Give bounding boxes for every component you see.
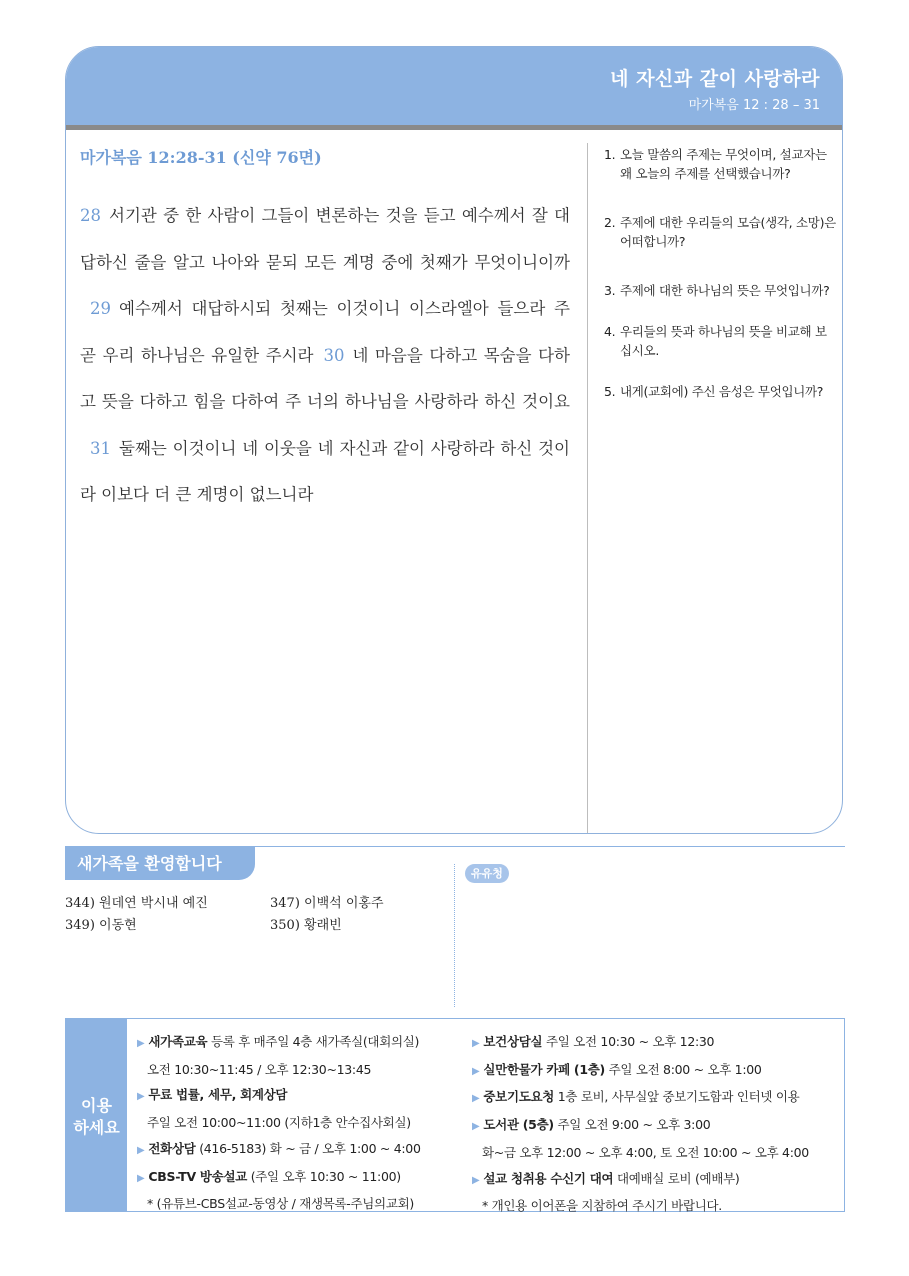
- info-left-column: [137, 1029, 421, 1217]
- info-right-column: [472, 1029, 809, 1219]
- info-item: ▶ 설교 청취용 수신기 대여 대예배실 로비 (예배부): [472, 1170, 740, 1186]
- sermon-title: 네 자신과 같이 사랑하라: [610, 68, 820, 90]
- verse-number: 30: [323, 345, 345, 365]
- column-divider: [587, 143, 588, 834]
- info-item: ▶ 중보기도요청 1층 로비, 사무실앞 중보기도함과 인터넷 이용: [472, 1089, 800, 1105]
- triangle-bullet-icon: ▶: [472, 1065, 480, 1077]
- info-item-detail: 주일 오전 10:00~11:00 (지하1층 안수집사회실): [147, 1115, 411, 1131]
- verse-number: 31: [90, 438, 111, 458]
- info-item: ▶ 보건상담실 주일 오전 10:30 ~ 오후 12:30: [472, 1034, 715, 1049]
- sermon-reference: 마가복음 12 : 28 – 31: [688, 98, 820, 113]
- question-item: 1. 오늘 말씀의 주제는 무엇이며, 설교자는 왜 오늘의 주제를 선택했습니까?: [604, 147, 827, 181]
- scripture-passage: [80, 193, 570, 519]
- info-item: ▶ 새가족교육 등록 후 매주일 4층 새가족실(대회의실): [137, 1034, 420, 1049]
- info-item: ▶ 전화상담 (416-5183) 화 ~ 금 / 오후 1:00 ~ 4:00: [137, 1140, 421, 1156]
- question-item: 5. 내게(교회에) 주신 음성은 무엇입니까?: [604, 384, 824, 399]
- verse-text: 네 마음을 다하고 목숨을 다하고 뜻을 다하고 힘을 다하여 주 너의 하나님을 사랑하라 하신 것이요: [80, 345, 570, 411]
- verse-number: 28: [80, 206, 101, 225]
- dotted-divider: [454, 864, 455, 1007]
- discussion-questions: [604, 145, 836, 401]
- triangle-bullet-icon: ▶: [137, 1038, 145, 1049]
- verse-text: 서기관 중 한 사람이 그들이 변론하는 것을 듣고 예수께서 잘 대답하신 줄을 알고 나아와 묻되 모든 계명 중에 첫째가 무엇이니이까: [80, 206, 570, 272]
- triangle-bullet-icon: ▶: [472, 1038, 480, 1049]
- info-side-label: 하세요: [73, 1118, 120, 1137]
- info-side-label: 이용: [81, 1096, 112, 1115]
- info-item: ▶ 무료 법률, 세무, 회계상담: [137, 1087, 288, 1103]
- new-family-entry: 350) 황래빈: [270, 918, 342, 933]
- triangle-bullet-icon: ▶: [472, 1093, 480, 1105]
- triangle-bullet-icon: ▶: [472, 1121, 480, 1133]
- header-divider: [66, 125, 842, 130]
- new-family-entry: 344) 원데연 박시내 예진: [65, 896, 208, 911]
- passage-title: 마가복음 12:28-31 (신약 76면): [80, 148, 322, 167]
- verse-text: 예수께서 대답하시되 첫째는 이것이니 이스라엘아 들으라 주 곧 우리 하나님은 유일한 주시라: [80, 299, 570, 365]
- info-item: ▶ CBS-TV 방송설교 (주일 오후 10:30 ~ 11:00): [137, 1168, 401, 1184]
- info-item-note: * 개인용 이어폰을 지참하여 주시기 바랍니다.: [482, 1198, 722, 1214]
- triangle-bullet-icon: ▶: [472, 1174, 480, 1186]
- info-item-detail: 오전 10:30~11:45 / 오후 12:30~13:45: [147, 1061, 372, 1077]
- nursery-badge: 유유청: [465, 864, 509, 883]
- verse-number: 29: [90, 299, 111, 318]
- info-item: ▶ 도서관 (5층) 주일 오전 9:00 ~ 오후 3:00: [472, 1117, 711, 1133]
- triangle-bullet-icon: ▶: [137, 1091, 145, 1103]
- triangle-bullet-icon: ▶: [137, 1144, 145, 1156]
- triangle-bullet-icon: ▶: [137, 1172, 145, 1184]
- info-box: [65, 1018, 845, 1212]
- question-item: 2. 주제에 대한 우리들의 모습(생각, 소망)은 어떠합니까?: [604, 215, 836, 249]
- question-item: 4. 우리들의 뜻과 하나님의 뜻을 비교해 보십시오.: [604, 324, 827, 358]
- info-item: ▶ 실만한물가 카페 (1층) 주일 오전 8:00 ~ 오후 1:00: [472, 1061, 762, 1077]
- info-item-detail: 화~금 오후 12:00 ~ 오후 4:00, 토 오전 10:00 ~ 오후 4:00: [482, 1144, 809, 1160]
- info-item-note: * (유튜브-CBS설교-동영상 / 재생목록-주님의교회): [147, 1196, 414, 1212]
- verse-text: 둘째는 이것이니 네 이웃을 네 자신과 같이 사랑하라 하신 것이라 이보다 더 큰 계명이 없느니라: [80, 438, 570, 504]
- sermon-card: [65, 46, 843, 834]
- new-family-title: 새가족을 환영합니다: [65, 847, 255, 880]
- question-item: 3. 주제에 대한 하나님의 뜻은 무엇입니까?: [604, 283, 830, 298]
- info-side-panel: [66, 1019, 127, 1211]
- new-family-entry: 347) 이백석 이홍주: [270, 896, 384, 911]
- new-family-entry: 349) 이동현: [65, 918, 137, 933]
